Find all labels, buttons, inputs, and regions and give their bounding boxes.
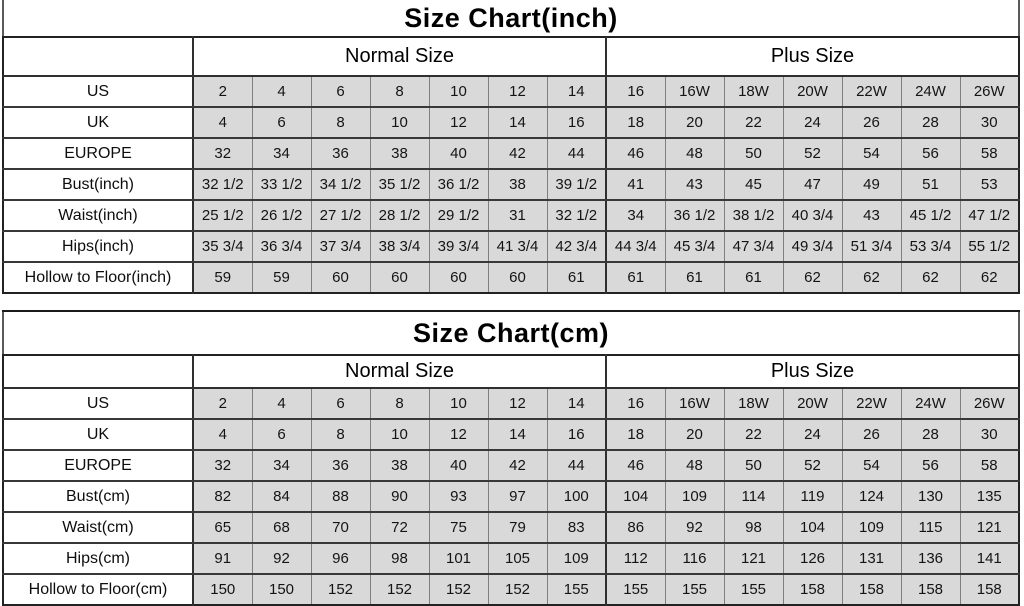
row-label-us: US [3, 388, 193, 419]
size-cell: 44 [547, 138, 606, 169]
size-cell: 6 [252, 419, 311, 450]
size-cell: 121 [960, 512, 1019, 543]
size-cell: 92 [252, 543, 311, 574]
size-chart-section-inch [2, 0, 1020, 294]
row-label-hollow-to-floor-cm: Hollow to Floor(cm) [3, 574, 193, 605]
size-cell: 50 [724, 138, 783, 169]
group-header-normal-size: Normal Size [193, 37, 606, 76]
size-cell: 60 [311, 262, 370, 293]
size-cell: 18W [724, 76, 783, 107]
size-cell: 24 [783, 419, 842, 450]
size-cell: 41 3/4 [488, 231, 547, 262]
size-cell: 38 [370, 450, 429, 481]
size-cell: 24W [901, 388, 960, 419]
size-cell: 75 [429, 512, 488, 543]
row-label-europe: EUROPE [3, 450, 193, 481]
row-label-bust-inch: Bust(inch) [3, 169, 193, 200]
size-cell: 84 [252, 481, 311, 512]
size-cell: 12 [488, 388, 547, 419]
table-row-us [3, 76, 1019, 107]
size-cell: 39 1/2 [547, 169, 606, 200]
size-cell: 61 [724, 262, 783, 293]
size-cell: 31 [488, 200, 547, 231]
size-cell: 101 [429, 543, 488, 574]
size-cell: 27 1/2 [311, 200, 370, 231]
size-cell: 34 [252, 450, 311, 481]
size-cell: 42 [488, 450, 547, 481]
size-cell: 16W [665, 76, 724, 107]
size-cell: 26 [842, 107, 901, 138]
size-cell: 98 [370, 543, 429, 574]
size-cell: 90 [370, 481, 429, 512]
size-cell: 46 [606, 138, 665, 169]
size-cell: 54 [842, 450, 901, 481]
size-cell: 32 1/2 [193, 169, 252, 200]
size-cell: 38 [488, 169, 547, 200]
size-cell: 109 [842, 512, 901, 543]
size-cell: 18 [606, 419, 665, 450]
size-cell: 32 [193, 138, 252, 169]
size-cell: 30 [960, 107, 1019, 138]
size-cell: 60 [370, 262, 429, 293]
size-chart-title-cm: Size Chart(cm) [2, 312, 1020, 354]
size-cell: 53 3/4 [901, 231, 960, 262]
size-cell: 52 [783, 450, 842, 481]
size-cell: 152 [311, 574, 370, 605]
size-chart-sheet [2, 0, 1022, 606]
row-label-hips-cm: Hips(cm) [3, 543, 193, 574]
size-cell: 91 [193, 543, 252, 574]
size-cell: 62 [901, 262, 960, 293]
size-cell: 116 [665, 543, 724, 574]
size-cell: 59 [252, 262, 311, 293]
row-label-europe: EUROPE [3, 138, 193, 169]
size-cell: 14 [488, 419, 547, 450]
group-header-normal-size: Normal Size [193, 355, 606, 388]
size-cell: 28 1/2 [370, 200, 429, 231]
size-cell: 50 [724, 450, 783, 481]
size-cell: 124 [842, 481, 901, 512]
size-cell: 36 1/2 [429, 169, 488, 200]
row-label-hollow-to-floor-inch: Hollow to Floor(inch) [3, 262, 193, 293]
size-cell: 61 [547, 262, 606, 293]
size-cell: 26 1/2 [252, 200, 311, 231]
size-cell: 39 3/4 [429, 231, 488, 262]
size-cell: 45 [724, 169, 783, 200]
size-cell: 10 [429, 76, 488, 107]
group-header-row [3, 355, 1019, 388]
size-cell: 42 [488, 138, 547, 169]
size-cell: 104 [783, 512, 842, 543]
size-cell: 36 [311, 138, 370, 169]
size-cell: 82 [193, 481, 252, 512]
size-chart-table-cm [2, 354, 1020, 606]
size-cell: 61 [665, 262, 724, 293]
size-cell: 158 [960, 574, 1019, 605]
size-cell: 41 [606, 169, 665, 200]
table-row-waist-cm [3, 512, 1019, 543]
size-chart-table-inch [2, 36, 1020, 294]
size-cell: 65 [193, 512, 252, 543]
size-cell: 54 [842, 138, 901, 169]
size-cell: 33 1/2 [252, 169, 311, 200]
size-cell: 62 [783, 262, 842, 293]
size-cell: 59 [193, 262, 252, 293]
size-cell: 8 [370, 76, 429, 107]
size-cell: 29 1/2 [429, 200, 488, 231]
table-row-europe [3, 138, 1019, 169]
size-cell: 12 [488, 76, 547, 107]
size-cell: 4 [193, 419, 252, 450]
table-row-uk [3, 419, 1019, 450]
size-cell: 25 1/2 [193, 200, 252, 231]
size-cell: 30 [960, 419, 1019, 450]
table-row-hips-cm [3, 543, 1019, 574]
size-cell: 130 [901, 481, 960, 512]
size-cell: 20 [665, 107, 724, 138]
size-cell: 121 [724, 543, 783, 574]
size-cell: 6 [252, 107, 311, 138]
size-cell: 2 [193, 388, 252, 419]
table-row-hollow-to-floor-inch [3, 262, 1019, 293]
size-cell: 104 [606, 481, 665, 512]
size-cell: 6 [311, 388, 370, 419]
size-cell: 40 3/4 [783, 200, 842, 231]
size-cell: 34 [606, 200, 665, 231]
size-cell: 135 [960, 481, 1019, 512]
row-label-us: US [3, 76, 193, 107]
corner-cell [3, 355, 193, 388]
size-cell: 28 [901, 419, 960, 450]
size-chart-section-cm [2, 310, 1020, 606]
size-cell: 26W [960, 76, 1019, 107]
size-cell: 16 [606, 76, 665, 107]
size-cell: 58 [960, 450, 1019, 481]
size-cell: 16 [547, 107, 606, 138]
size-cell: 98 [724, 512, 783, 543]
size-cell: 53 [960, 169, 1019, 200]
row-label-uk: UK [3, 107, 193, 138]
row-label-uk: UK [3, 419, 193, 450]
size-cell: 96 [311, 543, 370, 574]
table-row-bust-cm [3, 481, 1019, 512]
size-cell: 55 1/2 [960, 231, 1019, 262]
size-cell: 38 1/2 [724, 200, 783, 231]
size-cell: 20W [783, 388, 842, 419]
size-cell: 14 [547, 76, 606, 107]
size-cell: 6 [311, 76, 370, 107]
size-cell: 43 [665, 169, 724, 200]
size-cell: 47 3/4 [724, 231, 783, 262]
size-cell: 93 [429, 481, 488, 512]
size-cell: 158 [783, 574, 842, 605]
table-row-hips-inch [3, 231, 1019, 262]
size-cell: 49 [842, 169, 901, 200]
size-cell: 32 [193, 450, 252, 481]
size-cell: 26W [960, 388, 1019, 419]
size-cell: 44 [547, 450, 606, 481]
size-cell: 44 3/4 [606, 231, 665, 262]
size-cell: 22W [842, 76, 901, 107]
size-cell: 136 [901, 543, 960, 574]
group-header-row [3, 37, 1019, 76]
size-cell: 26 [842, 419, 901, 450]
size-cell: 60 [488, 262, 547, 293]
size-cell: 62 [842, 262, 901, 293]
size-cell: 36 [311, 450, 370, 481]
size-cell: 4 [252, 76, 311, 107]
row-label-waist-inch: Waist(inch) [3, 200, 193, 231]
size-cell: 36 3/4 [252, 231, 311, 262]
size-cell: 34 1/2 [311, 169, 370, 200]
size-cell: 119 [783, 481, 842, 512]
size-cell: 45 3/4 [665, 231, 724, 262]
row-label-hips-inch: Hips(inch) [3, 231, 193, 262]
size-cell: 48 [665, 138, 724, 169]
size-cell: 18W [724, 388, 783, 419]
size-cell: 83 [547, 512, 606, 543]
size-cell: 42 3/4 [547, 231, 606, 262]
size-cell: 24 [783, 107, 842, 138]
row-label-bust-cm: Bust(cm) [3, 481, 193, 512]
size-cell: 68 [252, 512, 311, 543]
size-cell: 62 [960, 262, 1019, 293]
size-cell: 114 [724, 481, 783, 512]
size-cell: 22 [724, 419, 783, 450]
size-cell: 40 [429, 450, 488, 481]
size-cell: 152 [488, 574, 547, 605]
size-cell: 126 [783, 543, 842, 574]
size-cell: 131 [842, 543, 901, 574]
size-cell: 56 [901, 138, 960, 169]
size-cell: 14 [488, 107, 547, 138]
size-cell: 70 [311, 512, 370, 543]
size-cell: 40 [429, 138, 488, 169]
size-cell: 2 [193, 76, 252, 107]
table-row-uk [3, 107, 1019, 138]
size-cell: 8 [311, 419, 370, 450]
size-cell: 16 [606, 388, 665, 419]
size-cell: 36 1/2 [665, 200, 724, 231]
size-cell: 72 [370, 512, 429, 543]
size-cell: 48 [665, 450, 724, 481]
size-cell: 49 3/4 [783, 231, 842, 262]
size-cell: 86 [606, 512, 665, 543]
corner-cell [3, 37, 193, 76]
size-cell: 22W [842, 388, 901, 419]
size-cell: 79 [488, 512, 547, 543]
size-cell: 155 [606, 574, 665, 605]
size-cell: 56 [901, 450, 960, 481]
size-cell: 22 [724, 107, 783, 138]
size-cell: 92 [665, 512, 724, 543]
size-cell: 32 1/2 [547, 200, 606, 231]
row-label-waist-cm: Waist(cm) [3, 512, 193, 543]
size-cell: 12 [429, 107, 488, 138]
size-chart-title-inch: Size Chart(inch) [2, 0, 1020, 36]
size-cell: 141 [960, 543, 1019, 574]
table-row-us [3, 388, 1019, 419]
size-cell: 47 1/2 [960, 200, 1019, 231]
size-cell: 10 [370, 107, 429, 138]
table-row-bust-inch [3, 169, 1019, 200]
size-cell: 10 [370, 419, 429, 450]
size-cell: 8 [311, 107, 370, 138]
size-cell: 150 [252, 574, 311, 605]
size-cell: 61 [606, 262, 665, 293]
group-header-plus-size: Plus Size [606, 355, 1019, 388]
size-cell: 46 [606, 450, 665, 481]
size-cell: 109 [665, 481, 724, 512]
size-cell: 38 3/4 [370, 231, 429, 262]
size-cell: 88 [311, 481, 370, 512]
size-cell: 45 1/2 [901, 200, 960, 231]
table-row-hollow-to-floor-cm [3, 574, 1019, 605]
size-cell: 16W [665, 388, 724, 419]
size-cell: 155 [724, 574, 783, 605]
size-cell: 20 [665, 419, 724, 450]
size-cell: 20W [783, 76, 842, 107]
size-cell: 158 [901, 574, 960, 605]
size-cell: 152 [429, 574, 488, 605]
size-cell: 115 [901, 512, 960, 543]
table-row-waist-inch [3, 200, 1019, 231]
size-cell: 4 [193, 107, 252, 138]
size-cell: 16 [547, 419, 606, 450]
size-cell: 58 [960, 138, 1019, 169]
size-cell: 60 [429, 262, 488, 293]
size-cell: 100 [547, 481, 606, 512]
size-cell: 18 [606, 107, 665, 138]
size-cell: 47 [783, 169, 842, 200]
size-cell: 14 [547, 388, 606, 419]
size-cell: 35 1/2 [370, 169, 429, 200]
size-cell: 43 [842, 200, 901, 231]
size-cell: 38 [370, 138, 429, 169]
size-cell: 12 [429, 419, 488, 450]
size-cell: 8 [370, 388, 429, 419]
size-cell: 4 [252, 388, 311, 419]
size-cell: 152 [370, 574, 429, 605]
size-cell: 51 3/4 [842, 231, 901, 262]
size-cell: 10 [429, 388, 488, 419]
size-cell: 97 [488, 481, 547, 512]
size-cell: 105 [488, 543, 547, 574]
size-cell: 24W [901, 76, 960, 107]
size-cell: 28 [901, 107, 960, 138]
size-cell: 35 3/4 [193, 231, 252, 262]
size-cell: 155 [547, 574, 606, 605]
size-cell: 51 [901, 169, 960, 200]
size-cell: 150 [193, 574, 252, 605]
size-cell: 109 [547, 543, 606, 574]
size-cell: 112 [606, 543, 665, 574]
size-cell: 158 [842, 574, 901, 605]
size-cell: 34 [252, 138, 311, 169]
size-cell: 37 3/4 [311, 231, 370, 262]
size-cell: 52 [783, 138, 842, 169]
size-cell: 155 [665, 574, 724, 605]
table-row-europe [3, 450, 1019, 481]
group-header-plus-size: Plus Size [606, 37, 1019, 76]
